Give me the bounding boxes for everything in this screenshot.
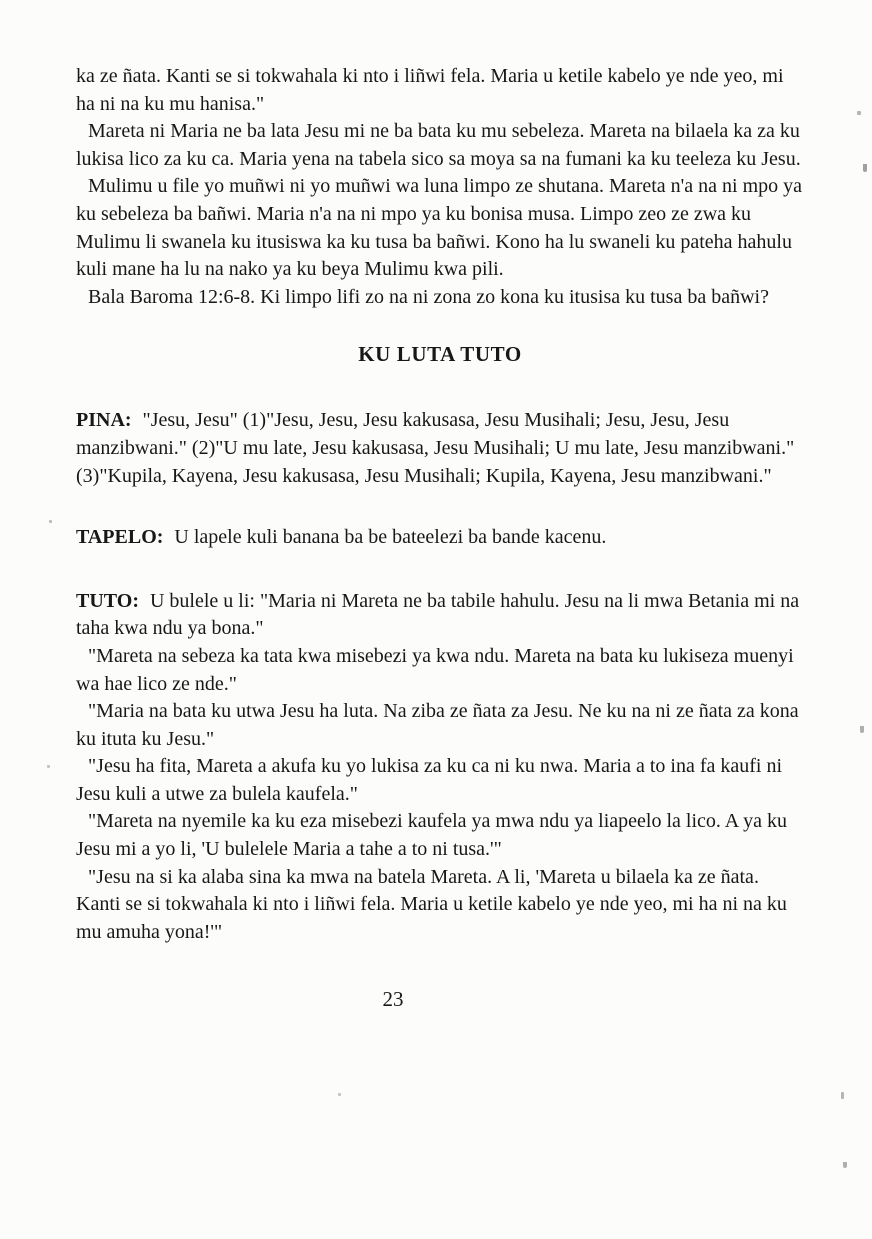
section-pina <box>76 407 804 490</box>
scan-speck <box>863 164 867 172</box>
story-paragraph: "Mareta na sebeza ka tata kwa misebezi ya kwa ndu. Mareta na bata ku lukiseza muenyi wa hae lico ze nde." <box>76 644 794 695</box>
story-paragraph: "Mareta na nyemile ka ku eza misebezi kaufela ya mwa ndu ya liapeelo la lico. A ya ku Jesu mi a yo li, 'U bulelele Maria a tahe a to ni tusa.'" <box>76 810 788 861</box>
scan-speck <box>47 765 50 768</box>
tuto-text: U bulele u li: "Maria ni Mareta ne ba tabile hahulu. Jesu na li mwa Betania mi na taha kwa ndu ya bona." <box>76 589 800 640</box>
paragraph: Mulimu u file yo muñwi ni yo muñwi wa luna limpo ze shutana. Mareta n'a na ni mpo ya ku sebeleza ba bañwi. Maria n'a na ni mpo ya ku bonisa musa. Limpo zeo ze zwa ku Mulimu li swanela ku itusiswa ka ku tusa ba bañwi. Kono ha lu swaneli ku pateha hahulu kuli mane ha lu na nako ya ku beya Mulimu kwa pili. <box>76 175 803 281</box>
story-paragraph: "Maria na bata ku utwa Jesu ha luta. Na ziba ze ñata za Jesu. Ne ku na ni ze ñata za kona ku ituta ku Jesu." <box>76 700 799 750</box>
paragraph: Bala Baroma 12:6-8. Ki limpo lifi zo na ni zona zo kona ku itusisa ku tusa ba bañwi? <box>88 285 769 308</box>
section-tuto <box>76 588 804 643</box>
tapelo-label: TAPELO: <box>76 526 164 549</box>
scan-speck <box>49 520 52 523</box>
page-number: 23 <box>382 987 404 1012</box>
story-paragraph: "Jesu na si ka alaba sina ka mwa na batela Mareta. A li, 'Mareta u bilaela ka ze ñata. Kanti se si tokwahala ki nto i liñwi fela. Maria u ketile kabelo ye nde yeo, mi ha ni na ku mu amuha yona!'" <box>76 865 787 943</box>
paragraph-continuation: ka ze ñata. Kanti se si tokwahala ki nto i liñwi fela. Maria u ketile kabelo ye nde yeo, mi ha ni na ku mu hanisa." <box>76 65 784 115</box>
tapelo-text: U lapele kuli banana ba be bateelezi ba bande kacenu. <box>174 526 607 549</box>
section-tapelo <box>76 524 804 552</box>
paragraph: Mareta ni Maria ne ba lata Jesu mi ne ba bata ku mu sebeleza. Mareta na bilaela ka za ku lukisa lico za ku ca. Maria yena na tabela sico sa moya sa na fumani ka ku teeleza ku Jesu. <box>76 120 801 170</box>
tuto-label: TUTO: <box>76 589 139 612</box>
scan-speck <box>860 726 864 733</box>
pina-text: "Jesu, Jesu" (1)"Jesu, Jesu, Jesu kakusasa, Jesu Musihali; Jesu, Jesu, Jesu manzibwani." (2)"U mu late, Jesu kakusasa, Jesu Musihali; U mu late, Jesu manzibwani." (3)"Kupila, Kayena, Jesu kakusasa, Jesu Musihali; Kupila, Kayena, Jesu manzibwani." <box>76 409 795 487</box>
scan-speck <box>857 111 861 115</box>
pina-label: PINA: <box>76 409 132 432</box>
scan-speck <box>843 1162 847 1168</box>
scan-speck <box>841 1092 844 1099</box>
section-heading: KU LUTA TUTO <box>358 342 522 367</box>
story-paragraph: "Jesu ha fita, Mareta a akufa ku yo lukisa za ku ca ni ku nwa. Maria a to ina fa kaufi ni Jesu kuli a utwe za bulela kaufela." <box>76 755 783 805</box>
scan-speck <box>338 1093 341 1096</box>
